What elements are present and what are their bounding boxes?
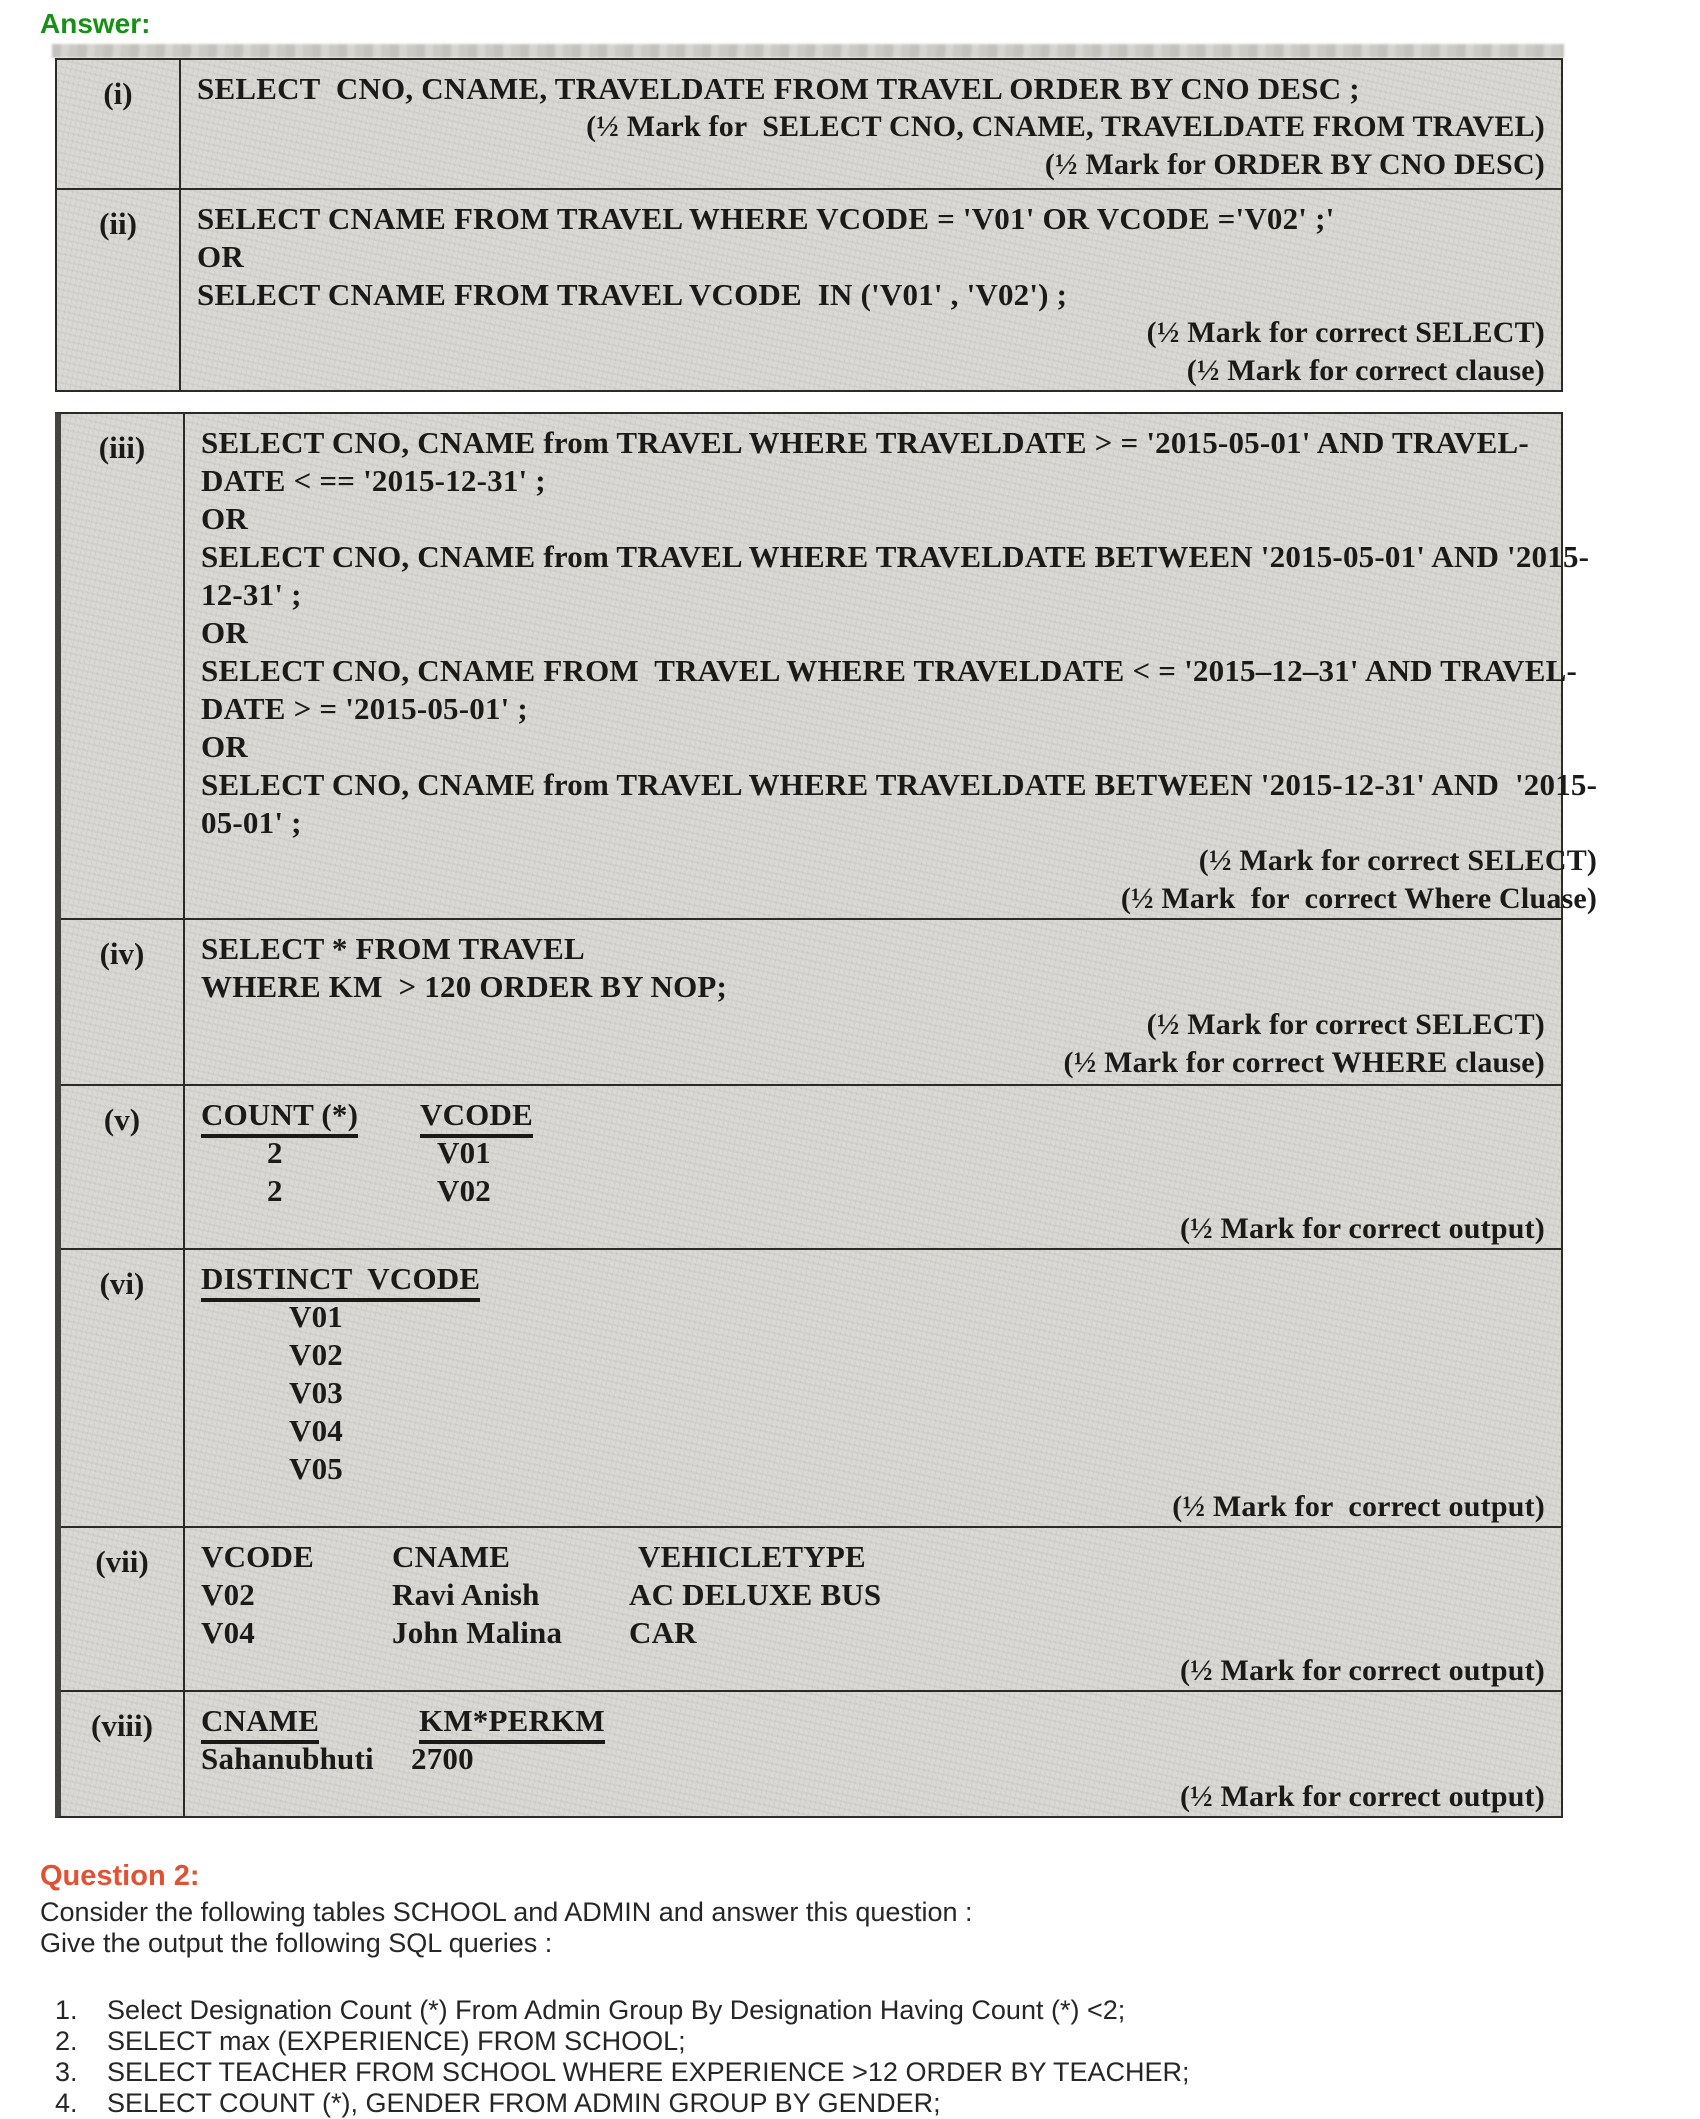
marking-scheme-line: (½ Mark for correct SELECT): [1146, 1008, 1545, 1041]
list-item: [55, 2057, 1655, 2088]
row-content: [185, 414, 1613, 918]
list-item-text: Select Designation Count (*) From Admin Group By Designation Having Count (*) <2;: [107, 1995, 1126, 2025]
answer-row-i: [57, 60, 1561, 190]
sql-line: 05-01' ;: [201, 805, 302, 840]
output-table-line: [201, 1412, 1545, 1450]
sql-line: SELECT * FROM TRAVEL: [201, 931, 585, 966]
list-item: [55, 2088, 1655, 2119]
sql-line: SELECT CNAME FROM TRAVEL WHERE VCODE = 'V01' OR VCODE ='V02' ;': [197, 201, 1335, 236]
answer-table-block-1: [55, 58, 1563, 392]
output-table-line: [201, 1740, 1545, 1778]
list-item-number: 2.: [55, 2026, 78, 2056]
answer-row-v: [61, 1086, 1561, 1250]
row-number-label: (i): [57, 60, 181, 188]
row-content: [185, 1528, 1561, 1690]
marking-scheme-line: (½ Mark for ORDER BY CNO DESC): [1044, 148, 1545, 181]
answer-row-ii: [57, 190, 1561, 390]
output-cell: V04: [289, 1413, 343, 1448]
output-cell: V02: [289, 1337, 343, 1372]
scan-artifact-strip: [52, 44, 1564, 58]
answer-row-iii: [61, 414, 1598, 920]
output-table-line: [201, 1702, 1545, 1740]
marking-scheme-line: (½ Mark for correct SELECT): [1198, 844, 1598, 877]
marking-scheme-line: (½ Mark for correct SELECT): [1146, 316, 1545, 349]
output-cell: V04: [201, 1615, 255, 1650]
output-cell: Sahanubhuti: [201, 1741, 374, 1776]
output-cell: V02: [437, 1173, 491, 1208]
output-cell: John Malina: [392, 1615, 563, 1650]
list-item: [55, 1995, 1655, 2026]
list-item: [55, 2026, 1655, 2057]
output-table-line: [201, 1260, 1545, 1298]
marking-scheme-line: (½ Mark for correct output): [1179, 1654, 1545, 1687]
sql-line: SELECT CNO, CNAME, TRAVELDATE FROM TRAVEL ORDER BY CNO DESC ;: [197, 71, 1360, 106]
answer-table-block-2: [55, 412, 1598, 1818]
row-number-label: (vi): [61, 1250, 185, 1526]
list-item-number: 3.: [55, 2057, 78, 2087]
sql-line: OR: [201, 501, 248, 536]
list-item-text: SELECT TEACHER FROM SCHOOL WHERE EXPERIENCE >12 ORDER BY TEACHER;: [107, 2057, 1190, 2087]
sql-line: OR: [201, 615, 248, 650]
sql-line: 12-31' ;: [201, 577, 302, 612]
marking-scheme-line: (½ Mark for correct clause): [1186, 354, 1545, 387]
marking-scheme-line: (½ Mark for correct Where Cluase): [1120, 882, 1598, 915]
output-column-header: COUNT (*): [201, 1096, 358, 1138]
row-content: [181, 60, 1561, 188]
answer-row-vi: [61, 1250, 1561, 1528]
output-cell: V01: [289, 1299, 343, 1334]
output-table-line: [201, 1096, 1545, 1134]
output-cell: VCODE: [201, 1539, 314, 1574]
output-table-line: [201, 1374, 1545, 1412]
marking-scheme-line: (½ Mark for correct WHERE clause): [1063, 1046, 1545, 1079]
output-cell: V02: [201, 1577, 255, 1612]
marking-scheme-line: (½ Mark for correct output): [1179, 1212, 1545, 1245]
output-table-line: [201, 1298, 1545, 1336]
output-cell: VEHICLETYPE: [638, 1539, 866, 1574]
output-column-header: VCODE: [420, 1096, 533, 1138]
output-table-line: [201, 1336, 1545, 1374]
output-cell: 2: [267, 1135, 283, 1170]
output-column-header: DISTINCT VCODE: [201, 1260, 480, 1302]
answer-row-iv: [61, 920, 1561, 1086]
output-cell: CNAME: [392, 1539, 511, 1574]
question2-query-list: [55, 1995, 1655, 2119]
list-item-number: 1.: [55, 1995, 78, 2025]
output-cell: V05: [289, 1451, 343, 1486]
row-number-label: (iv): [61, 920, 185, 1084]
sql-line: OR: [197, 239, 244, 274]
row-content: [185, 1086, 1561, 1248]
output-cell: 2: [267, 1173, 283, 1208]
row-number-label: (vii): [61, 1528, 185, 1690]
question2-intro-line2: Give the output the following SQL queries :: [40, 1928, 553, 1958]
output-column-header: KM*PERKM: [419, 1702, 605, 1744]
output-table-line: [201, 1172, 1545, 1210]
row-number-label: (ii): [57, 190, 181, 390]
output-table-line: [201, 1450, 1545, 1488]
output-column-header: CNAME: [201, 1702, 319, 1744]
question2-intro-line1: Consider the following tables SCHOOL and ADMIN and answer this question :: [40, 1897, 973, 1927]
output-cell: 2700: [411, 1741, 474, 1776]
row-content: [185, 920, 1561, 1084]
answer-heading: Answer:: [40, 8, 151, 39]
sql-line: SELECT CNO, CNAME FROM TRAVEL WHERE TRAVELDATE < = '2015–12–31' AND TRAVEL-: [201, 653, 1578, 688]
marking-scheme-line: (½ Mark for SELECT CNO, CNAME, TRAVELDATE FROM TRAVEL): [586, 110, 1545, 143]
sql-line: SELECT CNO, CNAME from TRAVEL WHERE TRAVELDATE > = '2015-05-01' AND TRAVEL-: [201, 425, 1529, 460]
sql-line: SELECT CNO, CNAME from TRAVEL WHERE TRAVELDATE BETWEEN '2015-12-31' AND '2015-: [201, 767, 1598, 802]
output-cell: V01: [437, 1135, 491, 1170]
sql-line: WHERE KM > 120 ORDER BY NOP;: [201, 969, 728, 1004]
row-content: [185, 1250, 1561, 1526]
output-cell: AC DELUXE BUS: [629, 1577, 882, 1612]
row-number-label: (viii): [61, 1692, 185, 1816]
sql-line: OR: [201, 729, 248, 764]
output-cell: Ravi Anish: [392, 1577, 540, 1612]
output-table-line: [201, 1538, 1545, 1576]
question2-heading: Question 2:: [40, 1860, 200, 1892]
output-table-line: [201, 1576, 1545, 1614]
output-cell: V03: [289, 1375, 343, 1410]
row-content: [185, 1692, 1561, 1816]
list-item-text: SELECT COUNT (*), GENDER FROM ADMIN GROUP BY GENDER;: [107, 2088, 941, 2118]
row-number-label: (v): [61, 1086, 185, 1248]
sql-line: SELECT CNAME FROM TRAVEL VCODE IN ('V01' , 'V02') ;: [197, 277, 1068, 312]
list-item-number: 4.: [55, 2088, 78, 2118]
output-table-line: [201, 1134, 1545, 1172]
marking-scheme-line: (½ Mark for correct output): [1179, 1780, 1545, 1813]
output-table-line: [201, 1614, 1545, 1652]
sql-line: DATE < == '2015-12-31' ;: [201, 463, 546, 498]
row-number-label: (iii): [61, 414, 185, 918]
answer-row-viii: [61, 1692, 1561, 1816]
row-content: [181, 190, 1561, 390]
answer-row-vii: [61, 1528, 1561, 1692]
sql-line: SELECT CNO, CNAME from TRAVEL WHERE TRAVELDATE BETWEEN '2015-05-01' AND '2015-: [201, 539, 1590, 574]
sql-line: DATE > = '2015-05-01' ;: [201, 691, 528, 726]
output-cell: CAR: [629, 1615, 697, 1650]
marking-scheme-line: (½ Mark for correct output): [1172, 1490, 1545, 1523]
list-item-text: SELECT max (EXPERIENCE) FROM SCHOOL;: [107, 2026, 686, 2056]
